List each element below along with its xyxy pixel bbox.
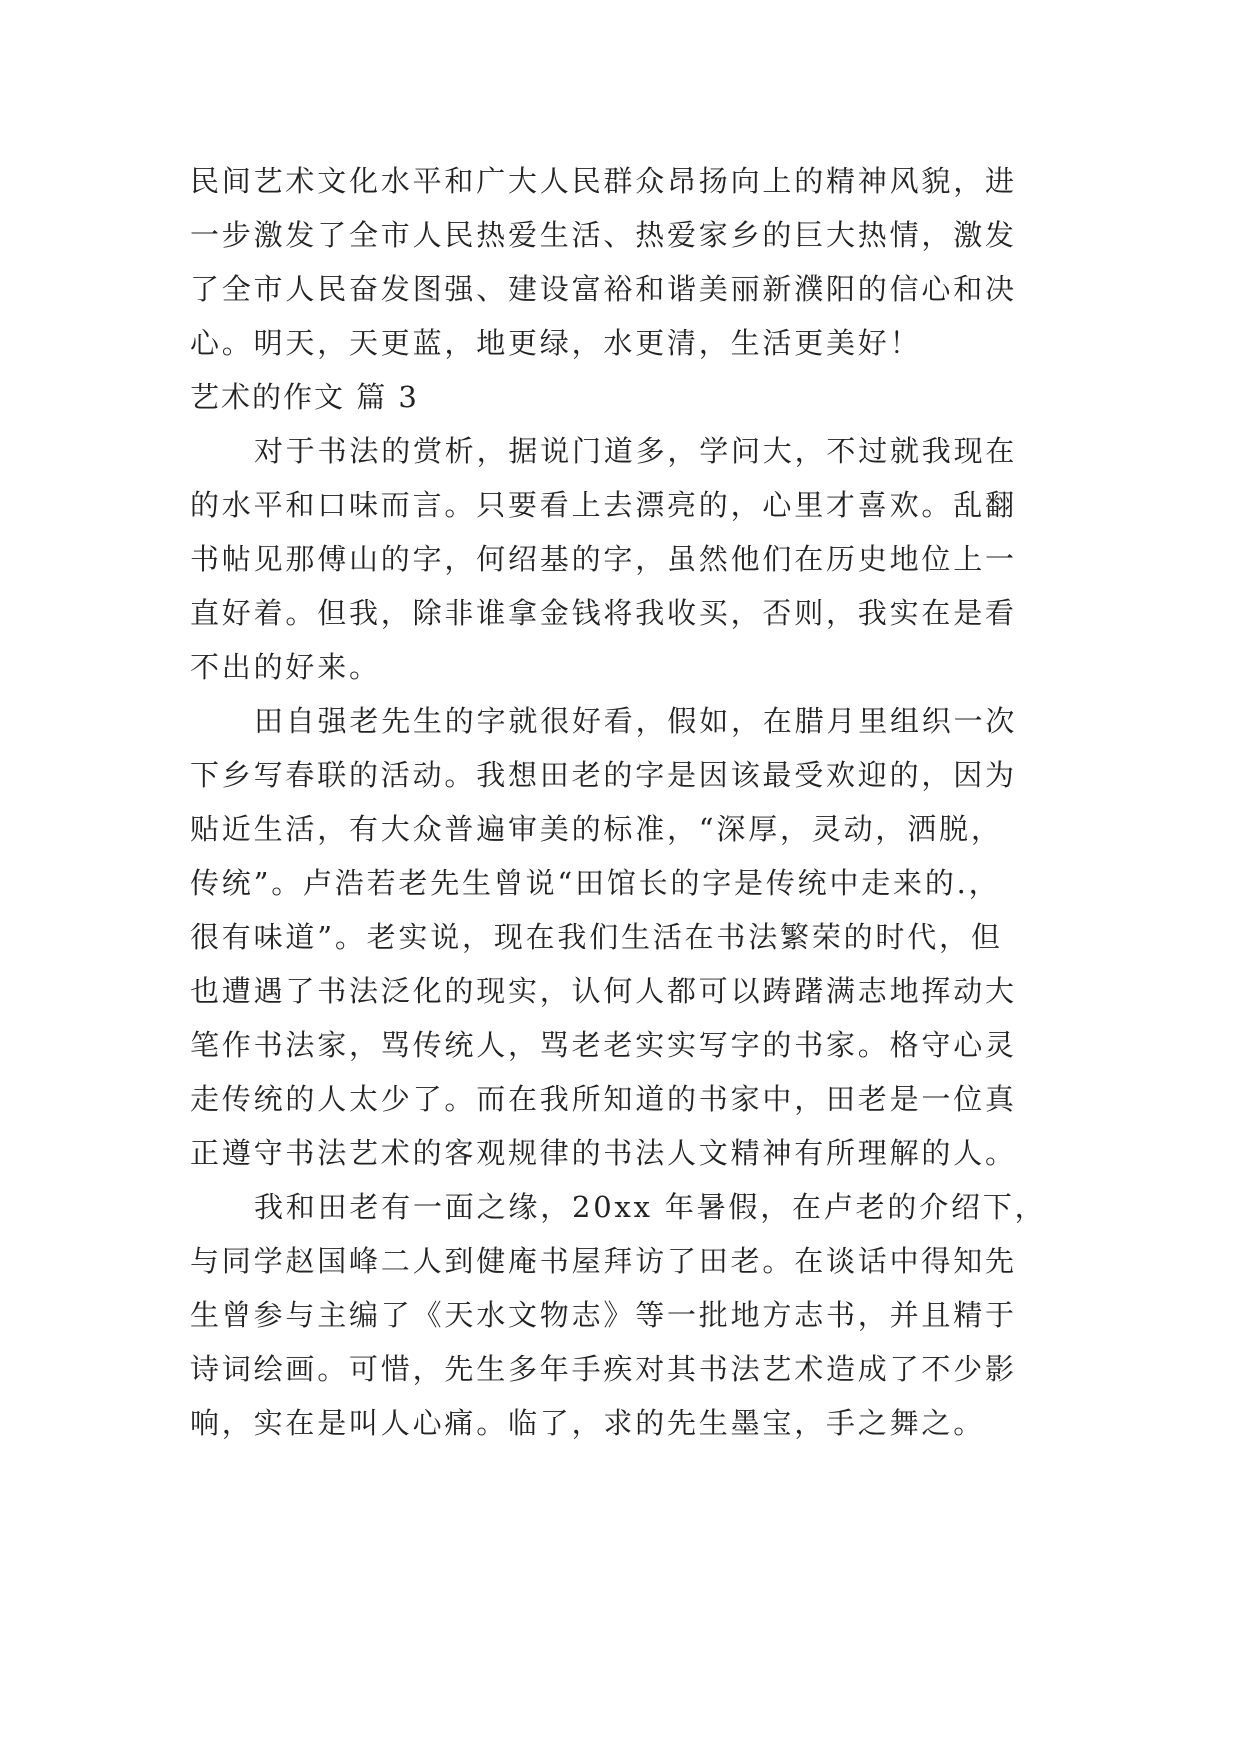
text-line: 一步激发了全市人民热爱生活、热爱家乡的巨大热情，激发 (190, 218, 1017, 252)
text-line: 诗词绘画。可惜，先生多年手疾对其书法艺术造成了不少影 (190, 1352, 1017, 1386)
text-line: 我和田老有一面之缘，20xx 年暑假，在卢老的介绍下， (254, 1190, 1047, 1224)
body-text (190, 154, 1070, 1450)
text-line: 很有味道”。老实说，现在我们生活在书法繁荣的时代，但 (190, 920, 1003, 954)
text-line: 笔作书法家，骂传统人，骂老老实实写字的书家。格守心灵 (190, 1028, 1017, 1062)
text-line: 生曾参与主编了《天水文物志》等一批地方志书，并且精于 (190, 1298, 1017, 1332)
section-heading: 艺术的作文 篇 3 (190, 380, 419, 414)
text-line: 下乡写春联的活动。我想田老的字是因该最受欢迎的，因为 (190, 758, 1017, 792)
text-line: 心。明天，天更蓝，地更绿，水更清，生活更美好！ (190, 326, 922, 360)
text-line: 了全市人民奋发图强、建设富裕和谐美丽新濮阳的信心和决 (190, 272, 1017, 306)
text-line: 与同学赵国峰二人到健庵书屋拜访了田老。在谈话中得知先 (190, 1244, 1017, 1278)
text-line: 直好着。但我，除非谁拿金钱将我收买，否则，我实在是看 (190, 596, 1017, 630)
text-line: 书帖见那傅山的字，何绍基的字，虽然他们在历史地位上一 (190, 542, 1017, 576)
text-line: 走传统的人太少了。而在我所知道的书家中，田老是一位真 (190, 1082, 1017, 1116)
text-line: 贴近生活，有大众普遍审美的标准，“深厚，灵动，洒脱， (190, 812, 1003, 846)
text-line: 响，实在是叫人心痛。临了，求的先生墨宝，手之舞之。 (190, 1406, 986, 1440)
text-line: 田自强老先生的字就很好看，假如，在腊月里组织一次 (254, 704, 1018, 738)
text-line: 正遵守书法艺术的客观规律的书法人文精神有所理解的人。 (190, 1136, 1017, 1170)
text-line: 民间艺术文化水平和广大人民群众昂扬向上的精神风貌，进 (190, 164, 1017, 198)
text-line: 的水平和口味而言。只要看上去漂亮的，心里才喜欢。乱翻 (190, 488, 1017, 522)
text-line: 也遭遇了书法泛化的现实，认何人都可以踌躇满志地挥动大 (190, 974, 1017, 1008)
text-line: 对于书法的赏析，据说门道多，学问大，不过就我现在 (254, 434, 1018, 468)
text-line: 不出的好来。 (190, 650, 381, 684)
text-line: 传统”。卢浩若老先生曾说“田馆长的字是传统中走来的.， (190, 866, 1001, 900)
